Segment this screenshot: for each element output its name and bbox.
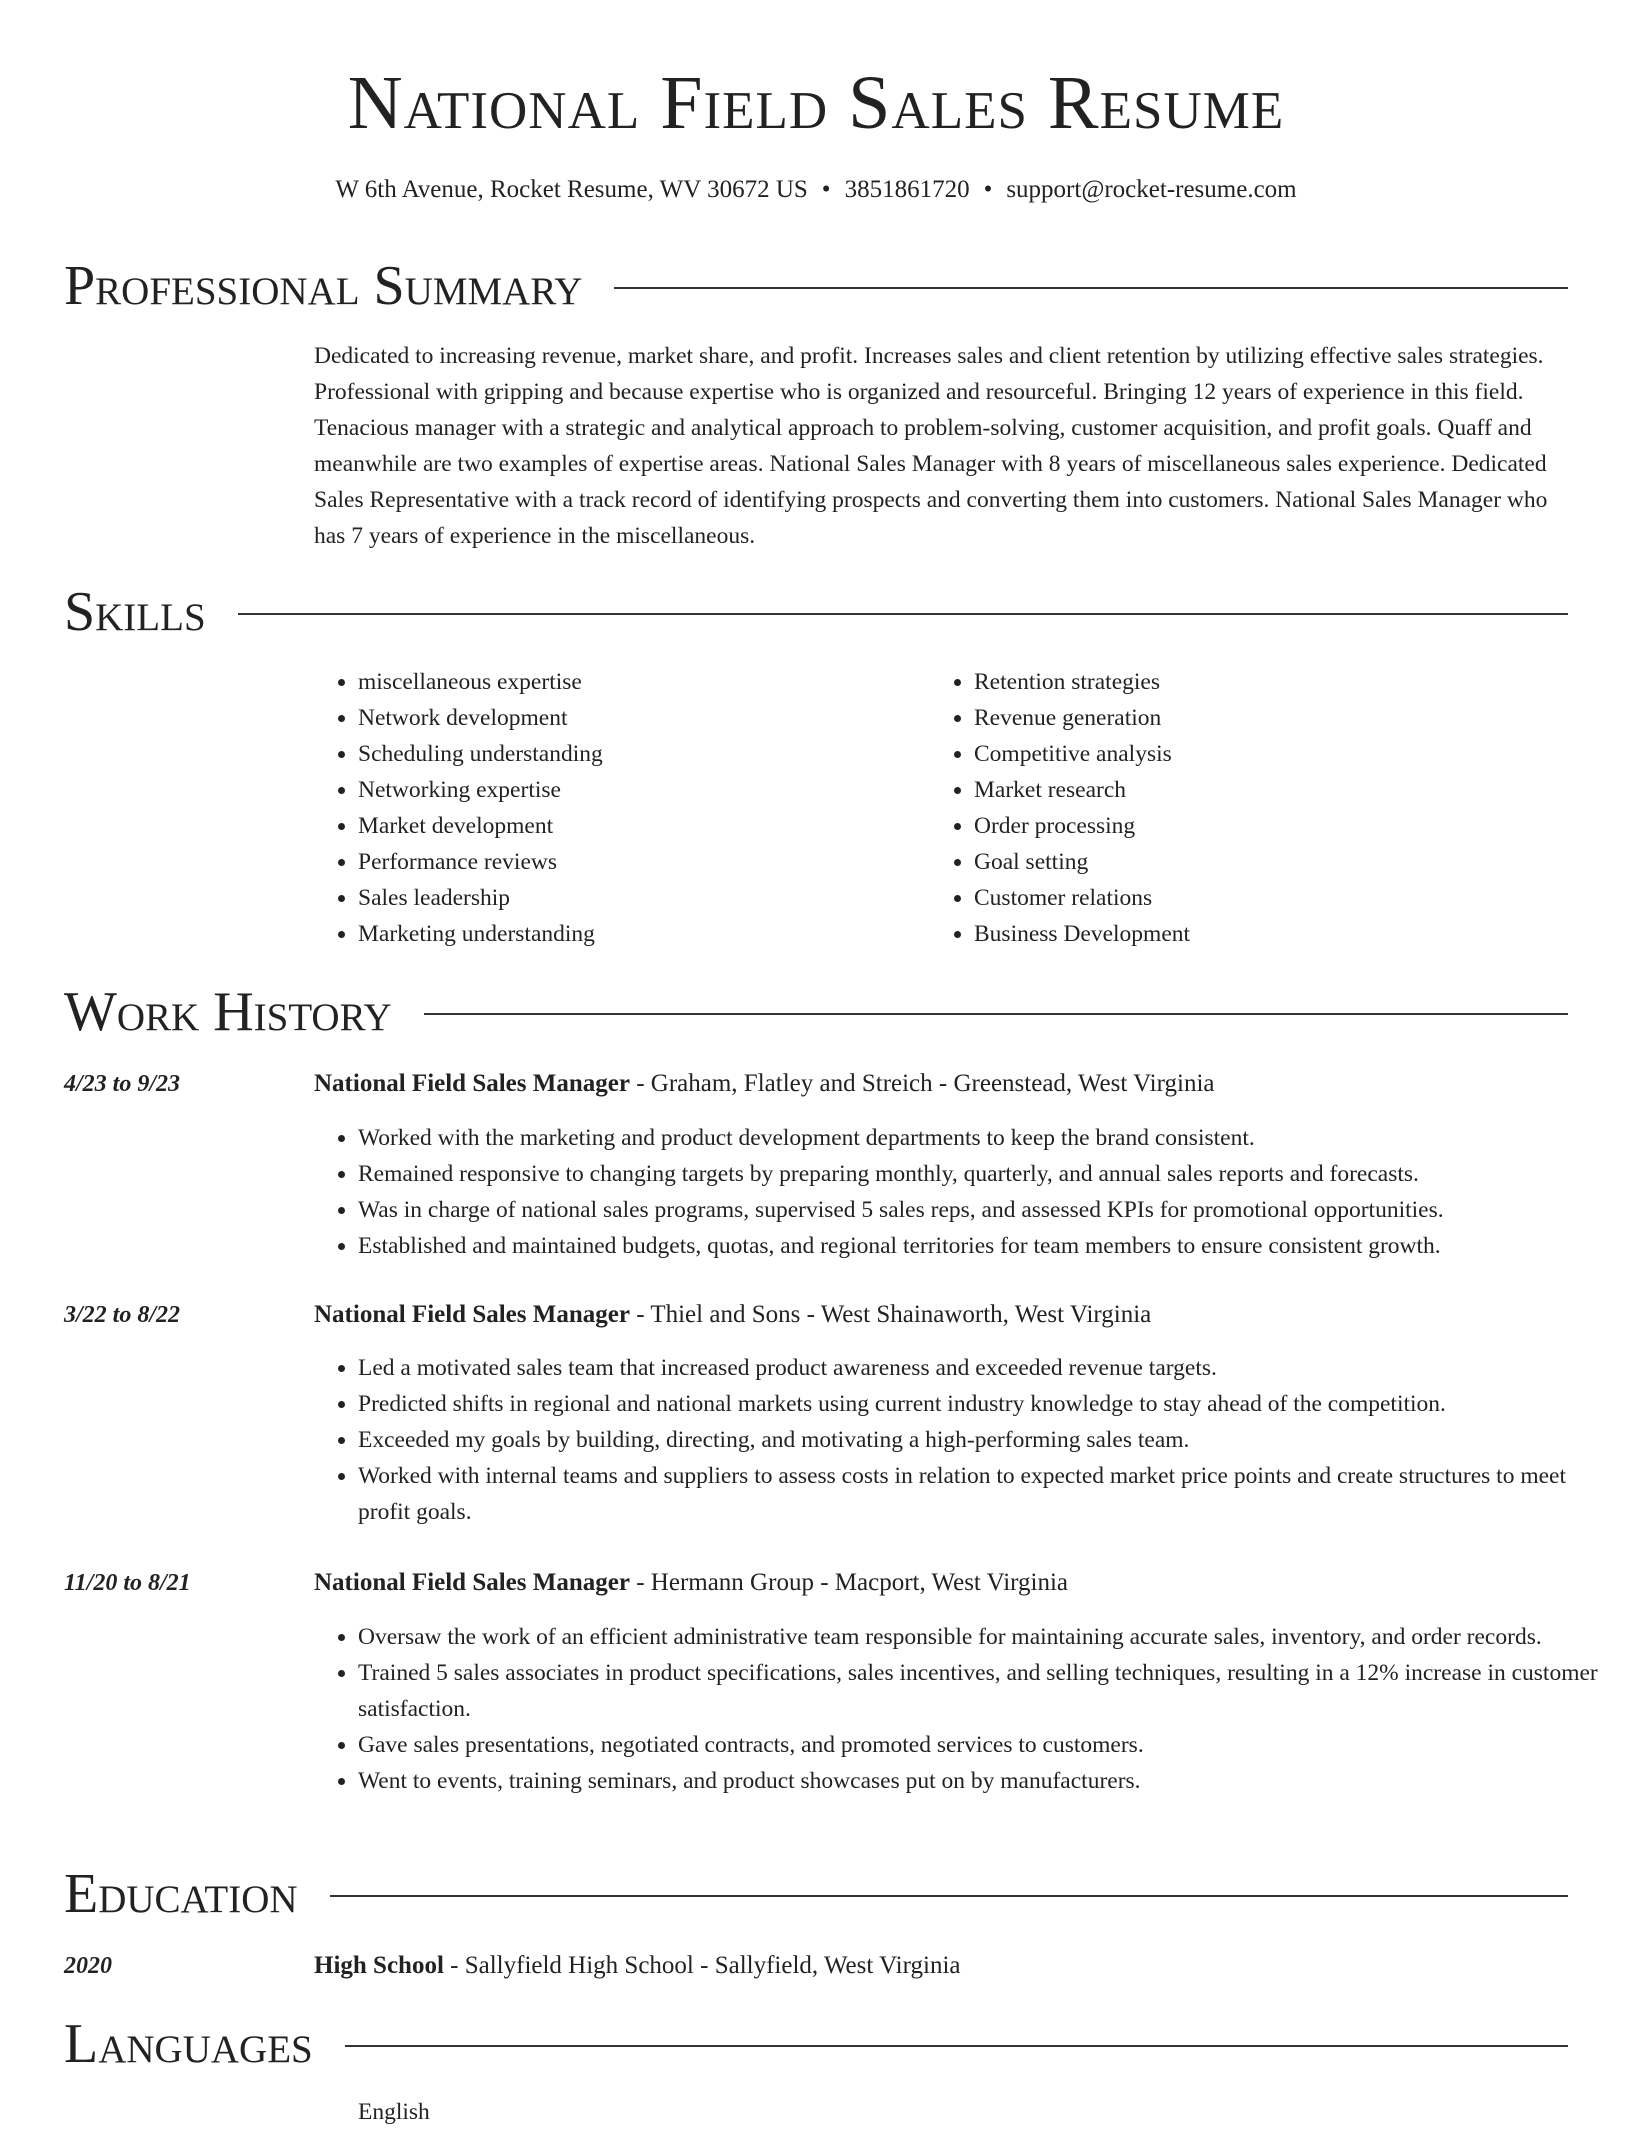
job-bullets bbox=[314, 1120, 1614, 1264]
job-details: - Graham, Flatley and Streich - Greenstead, West Virginia bbox=[629, 1070, 1215, 1097]
skill-item: • Revenue generation bbox=[974, 700, 1594, 736]
job-details: - Hermann Group - Macport, West Virginia bbox=[629, 1569, 1069, 1596]
education-degree: High School bbox=[314, 1952, 444, 1979]
skill-item: • Customer relations bbox=[974, 880, 1594, 916]
contact-separator: • bbox=[821, 176, 831, 203]
skill-item: • Competitive analysis bbox=[974, 736, 1594, 772]
resume-title: National Field Sales Resume bbox=[347, 61, 1285, 145]
language-item: English bbox=[358, 2099, 430, 2125]
job-bullets bbox=[314, 1350, 1614, 1530]
skill-item: • Network development bbox=[358, 700, 918, 736]
job-dates: 3/22 to 8/22 bbox=[64, 1302, 181, 1328]
skill-item: • Networking expertise bbox=[358, 772, 918, 808]
skill-item: • Scheduling understanding bbox=[358, 736, 918, 772]
job-bullet: • Led a motivated sales team that increased product awareness and exceeded revenue targets. bbox=[358, 1350, 1614, 1386]
education-details: - Sallyfield High School - Sallyfield, West Virginia bbox=[443, 1952, 961, 1979]
job-bullet: • Was in charge of national sales programs, supervised 5 sales reps, and assessed KPIs for promotional opportunities. bbox=[358, 1192, 1614, 1228]
skill-item: • Performance reviews bbox=[358, 844, 918, 880]
section-title-education: Education bbox=[64, 1863, 298, 1925]
contact-separator: • bbox=[983, 176, 993, 203]
job-bullet: • Exceeded my goals by building, directing, and motivating a high-performing sales team. bbox=[358, 1422, 1614, 1458]
job-bullet: • Worked with internal teams and suppliers to assess costs in relation to expected market price points and create structures to meet profit goals. bbox=[358, 1458, 1614, 1530]
section-rule bbox=[424, 1013, 1568, 1015]
job-bullets bbox=[314, 1619, 1614, 1799]
skill-item: • Marketing understanding bbox=[358, 916, 918, 952]
contact-line bbox=[0, 172, 1632, 208]
section-header-skills bbox=[64, 580, 1568, 644]
skill-item: • Retention strategies bbox=[974, 664, 1594, 700]
job-bullet: • Remained responsive to changing targets by preparing monthly, quarterly, and annual sales reports and forecasts. bbox=[358, 1156, 1614, 1192]
skill-item: • Sales leadership bbox=[358, 880, 918, 916]
job-bullet: • Went to events, training seminars, and product showcases put on by manufacturers. bbox=[358, 1763, 1614, 1799]
section-title-summary: Professional Summary bbox=[64, 255, 583, 317]
section-header-education bbox=[64, 1862, 1568, 1926]
job-bullet: • Established and maintained budgets, quotas, and regional territories for team members to ensure consistent growth. bbox=[358, 1228, 1614, 1264]
job-role: National Field Sales Manager bbox=[314, 1070, 630, 1097]
job-role: National Field Sales Manager bbox=[314, 1301, 630, 1328]
skill-item: • miscellaneous expertise bbox=[358, 664, 918, 700]
contact-email: support@rocket-resume.com bbox=[1006, 176, 1297, 203]
education-line bbox=[314, 1948, 960, 1984]
job-title-line bbox=[314, 1565, 1068, 1601]
job-bullet: • Gave sales presentations, negotiated contracts, and promoted services to customers. bbox=[358, 1727, 1614, 1763]
section-title-languages: Languages bbox=[64, 2013, 313, 2075]
job-title-line bbox=[314, 1066, 1215, 1102]
skill-item: • Order processing bbox=[974, 808, 1594, 844]
skills-list-right bbox=[930, 664, 1594, 952]
summary-text: Dedicated to increasing revenue, market share, and profit. Increases sales and client retention by utilizing effective sales strategies. Professional with gripping and because expertise who is organized and resourceful. Bringing 12 years of experience in this field. Tenacious manager with a strategic and analytical approach to problem-solving, customer acquisition, and profit goals. Quaff and meanwhile are two examples of expertise areas. National Sales Manager with 8 years of miscellaneous sales experience. Dedicated Sales Representative with a track record of identifying prospects and converting them into customers. National Sales Manager who has 7 years of experience in the miscellaneous. bbox=[314, 343, 1548, 549]
job-dates: 4/23 to 9/23 bbox=[64, 1071, 181, 1097]
section-rule bbox=[238, 613, 1568, 615]
job-bullet: • Trained 5 sales associates in product specifications, sales incentives, and selling techniques, resulting in a 12% increase in customer satisfaction. bbox=[358, 1655, 1614, 1727]
skill-item: • Goal setting bbox=[974, 844, 1594, 880]
section-title-work: Work History bbox=[64, 981, 392, 1043]
section-rule bbox=[330, 1895, 1568, 1897]
section-rule bbox=[345, 2045, 1568, 2047]
skill-item: • Business Development bbox=[974, 916, 1594, 952]
skill-item: • Market development bbox=[358, 808, 918, 844]
job-dates: 11/20 to 8/21 bbox=[64, 1570, 191, 1596]
education-year: 2020 bbox=[64, 1953, 112, 1979]
section-title-skills: Skills bbox=[64, 581, 206, 643]
job-bullet: • Predicted shifts in regional and national markets using current industry knowledge to stay ahead of the competition. bbox=[358, 1386, 1614, 1422]
skills-list-left bbox=[314, 664, 918, 952]
job-details: - Thiel and Sons - West Shainaworth, West Virginia bbox=[629, 1301, 1152, 1328]
job-bullet: • Oversaw the work of an efficient administrative team responsible for maintaining accurate sales, inventory, and order records. bbox=[358, 1619, 1614, 1655]
section-header-summary bbox=[64, 254, 1568, 318]
section-rule bbox=[614, 287, 1568, 289]
skill-item: • Market research bbox=[974, 772, 1594, 808]
job-bullet: • Worked with the marketing and product development departments to keep the brand consistent. bbox=[358, 1120, 1614, 1156]
section-header-languages bbox=[64, 2012, 1568, 2076]
section-header-work bbox=[64, 980, 1568, 1044]
contact-phone: 3851861720 bbox=[844, 176, 970, 203]
job-role: National Field Sales Manager bbox=[314, 1569, 630, 1596]
contact-address: W 6th Avenue, Rocket Resume, WV 30672 US bbox=[335, 176, 808, 203]
job-title-line bbox=[314, 1297, 1151, 1333]
